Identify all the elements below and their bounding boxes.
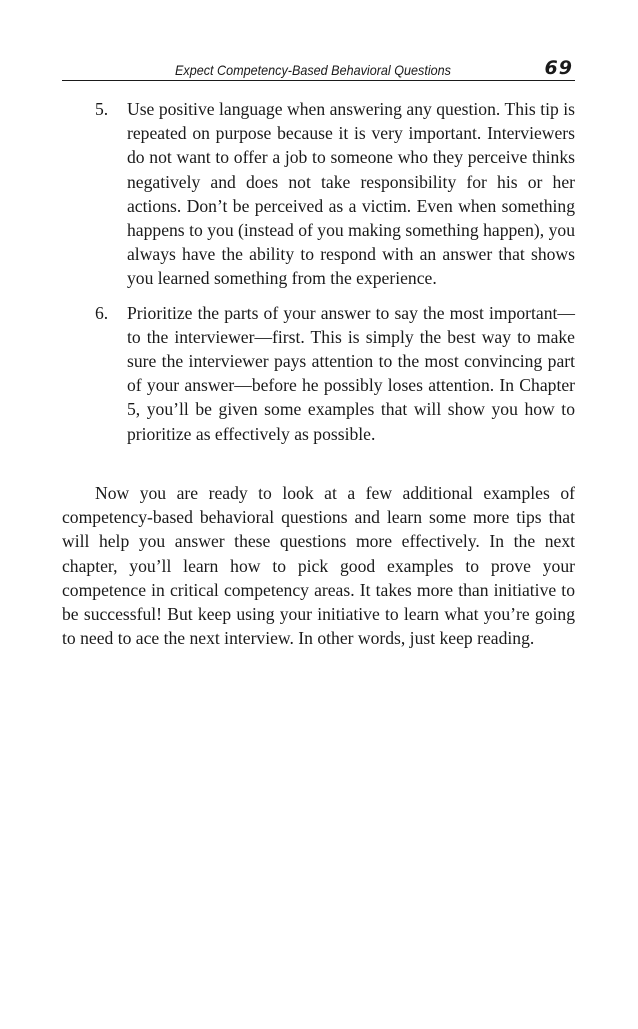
list-item-text: Use positive language when answering any question. This tip is repeated on purpose because it is very important. Interviewers do not want to offer a job to someone who they perceive thinks negatively and does not take responsibility for his or her actions. Don’t be perceived as a victim. Even when something happens to you (instead of you making something happen), you always have the ability to respond with an answer that shows you learned something from the experience. <box>127 99 575 289</box>
tips-list <box>62 97 575 456</box>
list-item <box>62 97 575 291</box>
page-number: 69 <box>544 57 573 79</box>
list-item-number: 5. <box>95 99 109 119</box>
running-header <box>62 57 575 80</box>
list-item-number: 6. <box>95 302 109 323</box>
list-item <box>62 301 575 446</box>
list-item-text: Prioritize the parts of your answer to say the most important—to the interviewer—first. This is simply the best way to make sure the interviewer pays attention to the most convincing part of your answer—before he possibly loses attention. In Chapter 5, you’ll be given some examples that will show you how to prioritize as effectively as possible. <box>127 302 575 444</box>
header-rule <box>62 80 575 81</box>
running-title: Expect Competency-Based Behavioral Questions <box>175 62 451 78</box>
closing-paragraph: Now you are ready to look at a few additional examples of competency-based behavioral questions and learn some more tips that will help you answer these questions more effectively. In the next chapter, you’ll learn how to pick good examples to prove your competence in critical competency areas. It takes more than initiative to be successful! But keep using your initiative to learn what you’re going to need to ace the next interview. In other words, just keep reading. <box>62 483 575 649</box>
